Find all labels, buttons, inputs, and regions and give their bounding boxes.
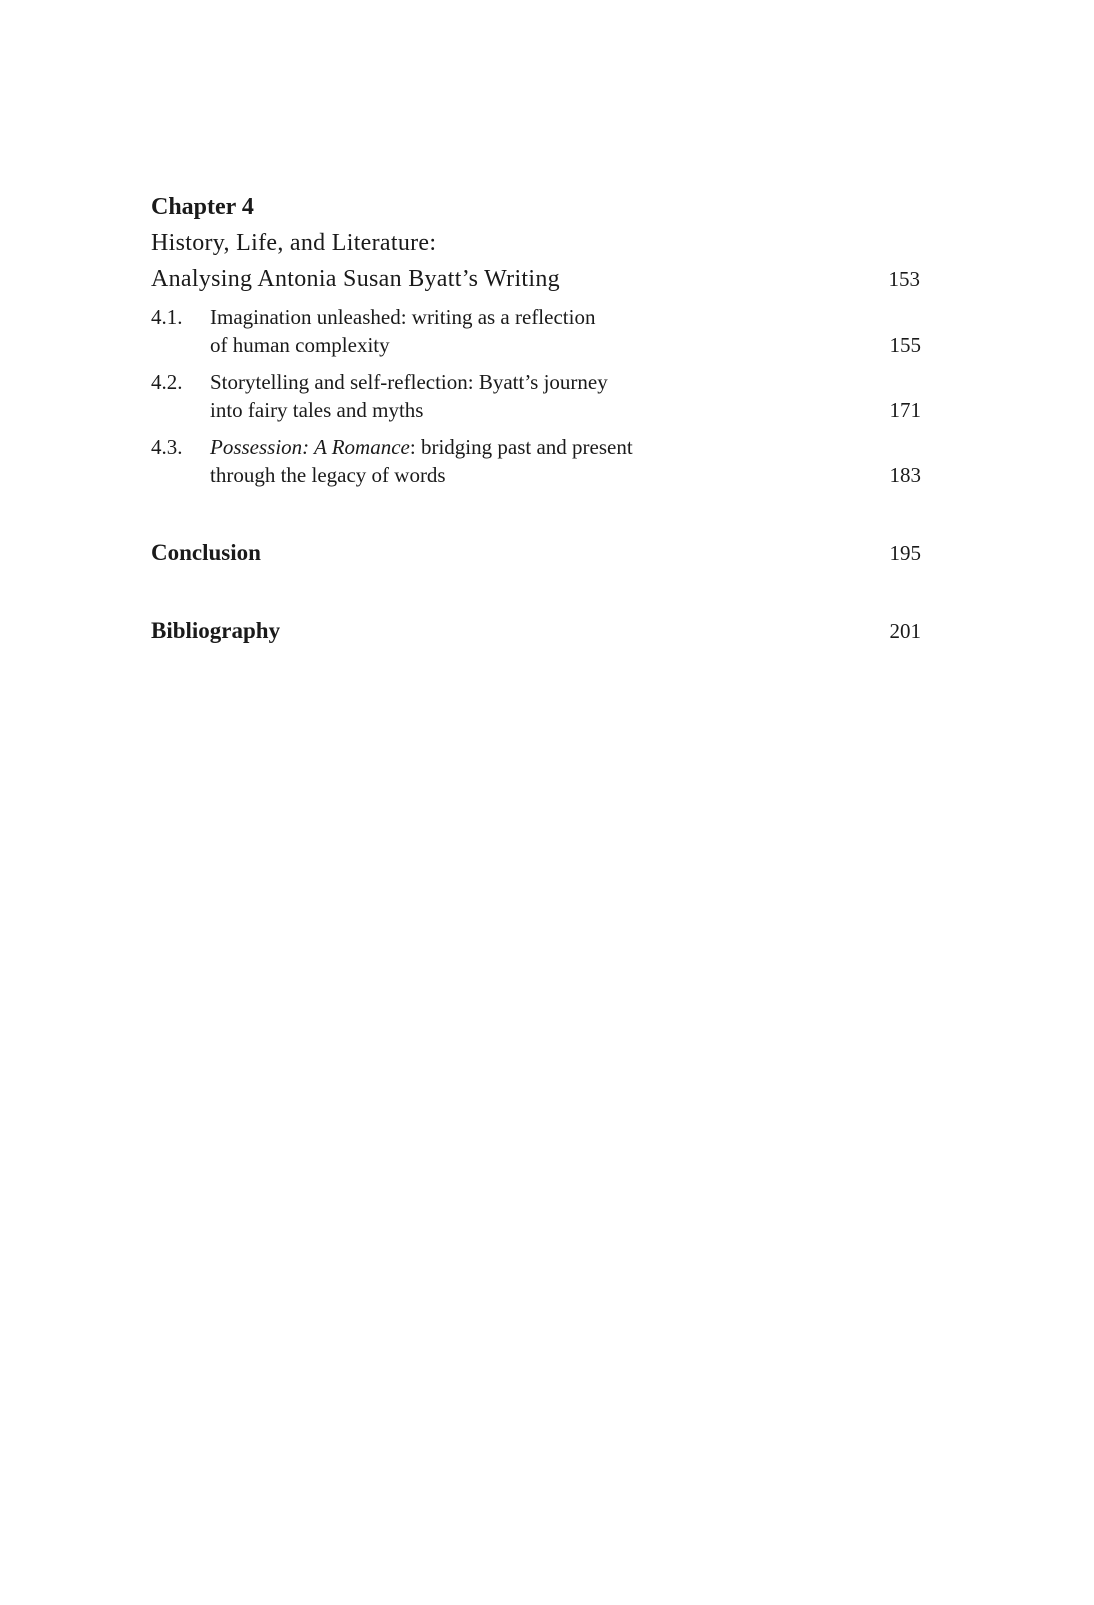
section-page-number: 155 <box>889 333 921 357</box>
section-page-number: 171 <box>889 398 921 422</box>
section-title-line1: Storytelling and self-reflection: Byatt’s journey <box>210 370 608 394</box>
section-number: 4.1. <box>151 305 183 329</box>
section-number: 4.2. <box>151 370 183 394</box>
section-title-line2: into fairy tales and myths <box>210 398 424 422</box>
conclusion-label: Conclusion <box>151 540 261 565</box>
section-title <box>210 433 730 489</box>
chapter-title-line1: History, Life, and Literature: <box>151 230 437 256</box>
section-number: 4.3. <box>151 435 183 459</box>
section-page-number: 183 <box>889 463 921 487</box>
book-title-italic: Possession: A Romance <box>210 435 410 459</box>
toc-section-4-1 <box>151 303 921 363</box>
section-title-line2: through the legacy of words <box>210 463 446 487</box>
section-title-line1: Imagination unleashed: writing as a reflection <box>210 305 596 329</box>
chapter-title-line2: Analysing Antonia Susan Byatt’s Writing <box>151 266 560 292</box>
toc-section-4-3 <box>151 433 921 493</box>
bibliography-label: Bibliography <box>151 618 281 643</box>
section-title-line1 <box>210 433 730 461</box>
bibliography-page-number: 201 <box>889 619 921 643</box>
section-title <box>210 303 730 359</box>
section-title-line2: of human complexity <box>210 333 390 357</box>
chapter-page-number: 153 <box>888 267 920 291</box>
toc-section-4-2 <box>151 368 921 428</box>
chapter-label: Chapter 4 <box>151 194 254 220</box>
section-title <box>210 368 730 424</box>
conclusion-page-number: 195 <box>889 541 921 565</box>
section-title-rest: : bridging past and present <box>409 435 633 459</box>
